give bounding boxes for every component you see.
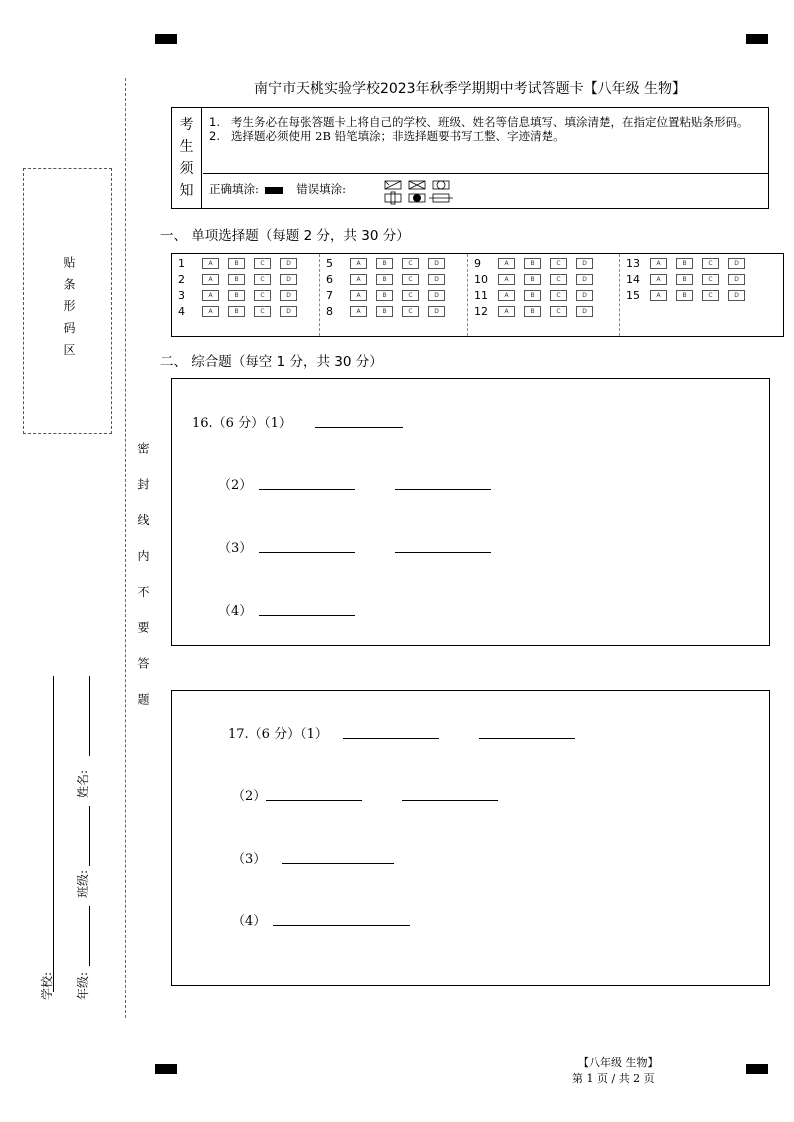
wrong-fill-label: 错误填涂:: [296, 182, 347, 196]
option-d[interactable]: D: [576, 306, 593, 317]
option-a[interactable]: A: [202, 290, 219, 301]
correct-fill-label: 正确填涂:: [209, 182, 259, 196]
option-b[interactable]: B: [228, 306, 245, 317]
q16-1-blank[interactable]: [315, 427, 403, 428]
option-d[interactable]: D: [428, 258, 445, 269]
notice-rules: [203, 108, 768, 174]
option-a[interactable]: A: [350, 306, 367, 317]
option-a[interactable]: A: [650, 258, 667, 269]
mc-column: [619, 254, 784, 336]
notice-heading-char: 生: [179, 139, 194, 155]
mc-question: 12 A B C D: [474, 304, 602, 318]
mc-question: 7 A B C D: [326, 288, 454, 302]
option-d[interactable]: D: [280, 258, 297, 269]
option-c[interactable]: C: [402, 306, 419, 317]
mc-question: 13 A B C D: [626, 256, 754, 270]
option-c[interactable]: C: [550, 290, 567, 301]
option-b[interactable]: B: [228, 290, 245, 301]
mc-column: [319, 254, 468, 336]
q17-2-label: （2）: [232, 789, 267, 804]
section2-title: 二、 综合题（每空 1 分，共 30 分）: [160, 354, 383, 370]
q16-4-label: （4）: [218, 604, 253, 619]
option-a[interactable]: A: [498, 258, 515, 269]
registration-mark-top-left: [155, 34, 177, 44]
footer-label: 【八年级 生物】: [578, 1056, 659, 1069]
option-c[interactable]: C: [254, 290, 271, 301]
q16-2-blank-b[interactable]: [395, 489, 491, 490]
section1-title: 一、 单项选择题（每题 2 分，共 30 分）: [160, 228, 410, 244]
option-a[interactable]: A: [202, 306, 219, 317]
option-c[interactable]: C: [550, 306, 567, 317]
option-c[interactable]: C: [702, 258, 719, 269]
option-c[interactable]: C: [702, 274, 719, 285]
mc-column: [172, 254, 320, 336]
option-d[interactable]: D: [728, 274, 745, 285]
q17-4-blank[interactable]: [273, 925, 410, 926]
option-a[interactable]: A: [350, 274, 367, 285]
option-b[interactable]: B: [676, 274, 693, 285]
option-d[interactable]: D: [576, 258, 593, 269]
option-c[interactable]: C: [550, 274, 567, 285]
option-a[interactable]: A: [350, 290, 367, 301]
q17-heading: 17.（6 分）（1）: [228, 727, 328, 742]
q17-4-label: （4）: [232, 914, 267, 929]
option-b[interactable]: B: [228, 258, 245, 269]
q17-1-blank-a[interactable]: [343, 738, 439, 739]
school-label: 学校:: [40, 971, 54, 1000]
option-c[interactable]: C: [402, 274, 419, 285]
option-b[interactable]: B: [676, 290, 693, 301]
notice-heading: [172, 108, 202, 208]
q17-2-blank-b[interactable]: [402, 800, 498, 801]
mc-question: 4 A B C D: [178, 304, 306, 318]
option-b[interactable]: B: [228, 274, 245, 285]
mc-question: 8 A B C D: [326, 304, 454, 318]
page-number: 第 1 页 / 共 2 页: [572, 1072, 655, 1085]
class-label: 班级:: [76, 869, 90, 898]
option-d[interactable]: D: [428, 306, 445, 317]
seal-line-text: 密 封 线 内 不 要 答 题: [136, 442, 150, 715]
option-a[interactable]: A: [650, 290, 667, 301]
option-c[interactable]: C: [402, 258, 419, 269]
mc-question: 9 A B C D: [474, 256, 602, 270]
option-b[interactable]: B: [376, 290, 393, 301]
option-d[interactable]: D: [576, 290, 593, 301]
mc-question: 10 A B C D: [474, 272, 602, 286]
mc-question: 14 A B C D: [626, 272, 754, 286]
option-d[interactable]: D: [428, 274, 445, 285]
q16-3-blank-a[interactable]: [259, 552, 355, 553]
notice-rule: 1. 考生务必在每张答题卡上将自己的学校、班级、姓名等信息填写、填涂清楚，在指定位置粘贴条形码。: [209, 115, 749, 129]
notice-heading-char: 知: [179, 183, 194, 199]
option-c[interactable]: C: [254, 258, 271, 269]
mc-question: 11 A B C D: [474, 288, 602, 302]
fill-examples: [203, 175, 768, 208]
option-c[interactable]: C: [702, 290, 719, 301]
q17-3-label: （3）: [232, 852, 267, 867]
grade-label: 年级:: [76, 971, 90, 1000]
mc-question: 2 A B C D: [178, 272, 306, 286]
option-a[interactable]: A: [498, 274, 515, 285]
notice-rule-text: 选择题必须使用 2B 铅笔填涂；非选择题要书写工整、字迹清楚。: [231, 129, 565, 143]
option-a[interactable]: A: [202, 274, 219, 285]
q16-3-label: （3）: [218, 541, 253, 556]
q16-2-label: （2）: [218, 478, 253, 493]
seal-dashed-line: [125, 78, 126, 1018]
option-d[interactable]: D: [280, 290, 297, 301]
notice-rule: 2. 选择题必须使用 2B 铅笔填涂；非选择题要书写工整、字迹清楚。: [209, 129, 565, 143]
option-c[interactable]: C: [402, 290, 419, 301]
option-b[interactable]: B: [524, 274, 541, 285]
page-title: 南宁市天桃实验学校2023年秋季学期期中考试答题卡【八年级 生物】: [253, 81, 687, 97]
mc-question: 1 A B C D: [178, 256, 306, 270]
option-d[interactable]: D: [728, 290, 745, 301]
mc-column: [467, 254, 620, 336]
notice-heading-char: 考: [179, 117, 194, 133]
option-c[interactable]: C: [254, 306, 271, 317]
option-b[interactable]: B: [376, 306, 393, 317]
option-b[interactable]: B: [524, 258, 541, 269]
option-a[interactable]: A: [498, 290, 515, 301]
q16-2-blank-a[interactable]: [259, 489, 355, 490]
barcode-area-label: 贴 条 形 码 区: [62, 256, 76, 359]
registration-mark-bottom-left: [155, 1064, 177, 1074]
school-line: [53, 676, 54, 992]
q16-heading: 16.（6 分）（1）: [192, 416, 292, 431]
option-c[interactable]: C: [254, 274, 271, 285]
option-a[interactable]: A: [498, 306, 515, 317]
class-line: [89, 806, 90, 866]
option-a[interactable]: A: [650, 274, 667, 285]
option-b[interactable]: B: [524, 306, 541, 317]
mc-question: 6 A B C D: [326, 272, 454, 286]
q16-4-blank[interactable]: [259, 615, 355, 616]
option-a[interactable]: A: [202, 258, 219, 269]
option-d[interactable]: D: [428, 290, 445, 301]
option-d[interactable]: D: [280, 306, 297, 317]
q17-2-blank-a[interactable]: [266, 800, 362, 801]
option-c[interactable]: C: [550, 258, 567, 269]
option-d[interactable]: D: [576, 274, 593, 285]
multiple-choice-grid: [171, 253, 784, 337]
notice-heading-char: 须: [179, 161, 194, 177]
name-line: [89, 676, 90, 756]
correct-fill-sample: [265, 187, 283, 194]
notice-rule-text: 考生务必在每张答题卡上将自己的学校、班级、姓名等信息填写、填涂清楚，在指定位置粘贴条形码。: [231, 115, 749, 129]
option-d[interactable]: D: [728, 258, 745, 269]
q16-3-blank-b[interactable]: [395, 552, 491, 553]
grade-line: [89, 906, 90, 966]
option-b[interactable]: B: [376, 258, 393, 269]
q17-3-blank[interactable]: [282, 863, 394, 864]
wrong-fill-samples: [383, 179, 463, 205]
option-d[interactable]: D: [280, 274, 297, 285]
option-b[interactable]: B: [524, 290, 541, 301]
q17-1-blank-b[interactable]: [479, 738, 575, 739]
name-label: 姓名:: [76, 769, 90, 798]
mc-question: 3 A B C D: [178, 288, 306, 302]
mc-question: 5 A B C D: [326, 256, 454, 270]
option-b[interactable]: B: [376, 274, 393, 285]
notice-box: [171, 107, 769, 209]
registration-mark-bottom-right: [746, 1064, 768, 1074]
option-a[interactable]: A: [350, 258, 367, 269]
registration-mark-top-right: [746, 34, 768, 44]
mc-question: 15 A B C D: [626, 288, 754, 302]
option-b[interactable]: B: [676, 258, 693, 269]
